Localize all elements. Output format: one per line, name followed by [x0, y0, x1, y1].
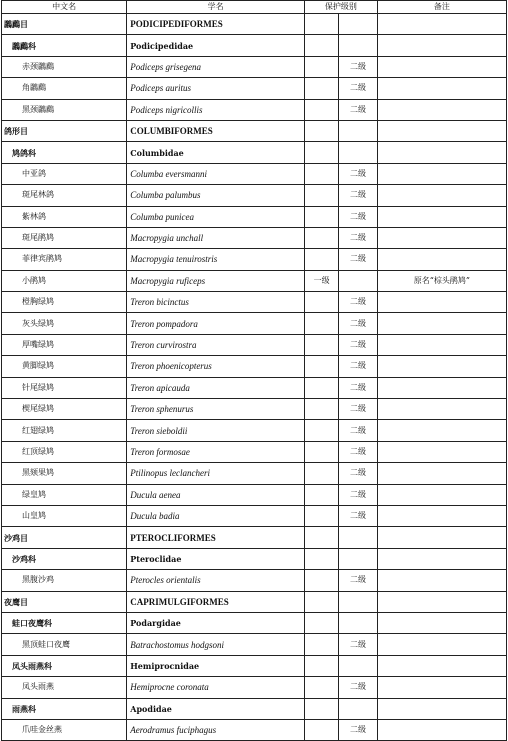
- remarks-cell: [377, 634, 506, 655]
- chinese-name-cell: 鸽形目: [2, 120, 127, 141]
- species-row: [2, 334, 507, 355]
- chinese-name-cell: 黑顶蛙口夜鹰: [2, 634, 127, 655]
- chinese-name-cell: 沙鸡科: [2, 548, 127, 569]
- remarks-cell: [377, 313, 506, 334]
- remarks-cell: [377, 227, 506, 248]
- level-second-cell: [339, 655, 377, 676]
- level-first-cell: [304, 677, 338, 698]
- chinese-name-cell: 绿皇鸠: [2, 484, 127, 505]
- level-first-cell: [304, 548, 338, 569]
- remarks-cell: [377, 484, 506, 505]
- chinese-name-cell: 凤头雨燕: [2, 677, 127, 698]
- scientific-name-cell: Hemiprocnidae: [127, 655, 305, 676]
- chinese-name-cell: 中亚鸽: [2, 163, 127, 184]
- level-first-cell: [304, 206, 338, 227]
- level-second-cell: 二级: [339, 227, 377, 248]
- remarks-cell: [377, 505, 506, 526]
- species-row: [2, 185, 507, 206]
- remarks-cell: [377, 35, 506, 56]
- level-first-cell: [304, 612, 338, 633]
- scientific-name-cell: Podargidae: [127, 612, 305, 633]
- level-first-cell: [304, 78, 338, 99]
- order-row: [2, 14, 507, 35]
- chinese-name-cell: 鸠鸽科: [2, 142, 127, 163]
- level-first-cell: [304, 377, 338, 398]
- scientific-name-cell: Columba punicea: [127, 206, 305, 227]
- header-scientific-name: 学名: [127, 1, 305, 14]
- remarks-cell: [377, 292, 506, 313]
- family-row: [2, 35, 507, 56]
- order-row: [2, 591, 507, 612]
- scientific-name-cell: Treron sphenurus: [127, 399, 305, 420]
- species-row: [2, 313, 507, 334]
- scientific-name-cell: PTEROCLIFORMES: [127, 527, 305, 548]
- level-second-cell: [339, 612, 377, 633]
- chinese-name-cell: 爪哇金丝燕: [2, 719, 127, 740]
- species-row: [2, 505, 507, 526]
- level-first-cell: [304, 356, 338, 377]
- scientific-name-cell: Podicipedidae: [127, 35, 305, 56]
- chinese-name-cell: 雨燕科: [2, 698, 127, 719]
- level-first-cell: [304, 591, 338, 612]
- level-first-cell: 一级: [304, 270, 338, 291]
- level-first-cell: [304, 441, 338, 462]
- level-first-cell: [304, 163, 338, 184]
- remarks-cell: [377, 719, 506, 740]
- level-second-cell: [339, 35, 377, 56]
- species-row: [2, 78, 507, 99]
- remarks-cell: [377, 356, 506, 377]
- level-second-cell: 二级: [339, 206, 377, 227]
- remarks-cell: [377, 420, 506, 441]
- level-second-cell: [339, 270, 377, 291]
- remarks-cell: 原名“棕头鹃鸠”: [377, 270, 506, 291]
- scientific-name-cell: Podiceps grisegena: [127, 56, 305, 77]
- chinese-name-cell: 红顶绿鸠: [2, 441, 127, 462]
- scientific-name-cell: Aerodramus fuciphagus: [127, 719, 305, 740]
- level-first-cell: [304, 35, 338, 56]
- level-second-cell: [339, 548, 377, 569]
- chinese-name-cell: 针尾绿鸠: [2, 377, 127, 398]
- level-first-cell: [304, 249, 338, 270]
- level-second-cell: 二级: [339, 399, 377, 420]
- remarks-cell: [377, 463, 506, 484]
- level-second-cell: 二级: [339, 185, 377, 206]
- remarks-cell: [377, 377, 506, 398]
- chinese-name-cell: 鸊鷉目: [2, 14, 127, 35]
- order-row: [2, 527, 507, 548]
- level-first-cell: [304, 463, 338, 484]
- level-second-cell: 二级: [339, 677, 377, 698]
- species-row: [2, 463, 507, 484]
- chinese-name-cell: 角鸊鷉: [2, 78, 127, 99]
- level-second-cell: 二级: [339, 78, 377, 99]
- remarks-cell: [377, 14, 506, 35]
- level-second-cell: 二级: [339, 441, 377, 462]
- header-remarks: 备注: [377, 1, 506, 14]
- species-row: [2, 570, 507, 591]
- level-first-cell: [304, 142, 338, 163]
- chinese-name-cell: 凤头雨燕科: [2, 655, 127, 676]
- level-first-cell: [304, 99, 338, 120]
- level-first-cell: [304, 14, 338, 35]
- scientific-name-cell: Batrachostomus hodgsoni: [127, 634, 305, 655]
- family-row: [2, 548, 507, 569]
- remarks-cell: [377, 163, 506, 184]
- level-first-cell: [304, 420, 338, 441]
- species-row: [2, 399, 507, 420]
- scientific-name-cell: Ducula badia: [127, 505, 305, 526]
- chinese-name-cell: 灰头绿鸠: [2, 313, 127, 334]
- level-second-cell: 二级: [339, 99, 377, 120]
- level-second-cell: 二级: [339, 356, 377, 377]
- scientific-name-cell: Treron pompadora: [127, 313, 305, 334]
- level-second-cell: 二级: [339, 570, 377, 591]
- species-row: [2, 420, 507, 441]
- scientific-name-cell: Podiceps nigricollis: [127, 99, 305, 120]
- level-first-cell: [304, 185, 338, 206]
- remarks-cell: [377, 334, 506, 355]
- remarks-cell: [377, 612, 506, 633]
- scientific-name-cell: CAPRIMULGIFORMES: [127, 591, 305, 612]
- scientific-name-cell: PODICIPEDIFORMES: [127, 14, 305, 35]
- level-second-cell: 二级: [339, 292, 377, 313]
- species-row: [2, 249, 507, 270]
- species-row: [2, 163, 507, 184]
- level-first-cell: [304, 655, 338, 676]
- chinese-name-cell: 蛙口夜鹰科: [2, 612, 127, 633]
- chinese-name-cell: 小鹃鸠: [2, 270, 127, 291]
- level-first-cell: [304, 227, 338, 248]
- species-row: [2, 270, 507, 291]
- chinese-name-cell: 斑尾林鸽: [2, 185, 127, 206]
- scientific-name-cell: Apodidae: [127, 698, 305, 719]
- level-second-cell: 二级: [339, 463, 377, 484]
- chinese-name-cell: 夜鹰目: [2, 591, 127, 612]
- remarks-cell: [377, 249, 506, 270]
- species-row: [2, 99, 507, 120]
- scientific-name-cell: Macropygia ruficeps: [127, 270, 305, 291]
- level-second-cell: [339, 142, 377, 163]
- species-protection-table: [1, 0, 507, 741]
- scientific-name-cell: COLUMBIFORMES: [127, 120, 305, 141]
- header-chinese-name: 中文名: [2, 1, 127, 14]
- chinese-name-cell: 楔尾绿鸠: [2, 399, 127, 420]
- species-row: [2, 56, 507, 77]
- species-row: [2, 484, 507, 505]
- remarks-cell: [377, 142, 506, 163]
- scientific-name-cell: Treron apicauda: [127, 377, 305, 398]
- level-second-cell: [339, 527, 377, 548]
- chinese-name-cell: 黄脚绿鸠: [2, 356, 127, 377]
- table-body: [2, 14, 507, 741]
- header-protection-level: 保护级别: [304, 1, 377, 14]
- scientific-name-cell: Macropygia unchall: [127, 227, 305, 248]
- remarks-cell: [377, 56, 506, 77]
- level-second-cell: 二级: [339, 505, 377, 526]
- remarks-cell: [377, 591, 506, 612]
- level-first-cell: [304, 120, 338, 141]
- level-second-cell: 二级: [339, 377, 377, 398]
- scientific-name-cell: Ducula aenea: [127, 484, 305, 505]
- species-row: [2, 377, 507, 398]
- level-second-cell: [339, 120, 377, 141]
- scientific-name-cell: Macropygia tenuirostris: [127, 249, 305, 270]
- chinese-name-cell: 红翅绿鸠: [2, 420, 127, 441]
- scientific-name-cell: Columba eversmanni: [127, 163, 305, 184]
- level-second-cell: 二级: [339, 420, 377, 441]
- chinese-name-cell: 黑颏果鸠: [2, 463, 127, 484]
- scientific-name-cell: Treron curvirostra: [127, 334, 305, 355]
- chinese-name-cell: 黑颈鸊鷉: [2, 99, 127, 120]
- chinese-name-cell: 橙胸绿鸠: [2, 292, 127, 313]
- chinese-name-cell: 赤颈鸊鷉: [2, 56, 127, 77]
- level-second-cell: 二级: [339, 719, 377, 740]
- family-row: [2, 142, 507, 163]
- family-row: [2, 612, 507, 633]
- remarks-cell: [377, 185, 506, 206]
- chinese-name-cell: 菲律宾鹃鸠: [2, 249, 127, 270]
- level-first-cell: [304, 505, 338, 526]
- species-row: [2, 227, 507, 248]
- level-first-cell: [304, 313, 338, 334]
- remarks-cell: [377, 548, 506, 569]
- scientific-name-cell: Treron bicinctus: [127, 292, 305, 313]
- remarks-cell: [377, 99, 506, 120]
- level-second-cell: [339, 591, 377, 612]
- chinese-name-cell: 斑尾鹃鸠: [2, 227, 127, 248]
- level-first-cell: [304, 570, 338, 591]
- remarks-cell: [377, 120, 506, 141]
- scientific-name-cell: Treron sieboldii: [127, 420, 305, 441]
- level-second-cell: 二级: [339, 484, 377, 505]
- level-second-cell: 二级: [339, 313, 377, 334]
- level-first-cell: [304, 334, 338, 355]
- chinese-name-cell: 黑腹沙鸡: [2, 570, 127, 591]
- species-row: [2, 719, 507, 740]
- scientific-name-cell: Pterocles orientalis: [127, 570, 305, 591]
- level-first-cell: [304, 719, 338, 740]
- level-first-cell: [304, 56, 338, 77]
- chinese-name-cell: 厚嘴绿鸠: [2, 334, 127, 355]
- remarks-cell: [377, 441, 506, 462]
- remarks-cell: [377, 78, 506, 99]
- chinese-name-cell: 紫林鸽: [2, 206, 127, 227]
- level-second-cell: 二级: [339, 249, 377, 270]
- scientific-name-cell: Podiceps auritus: [127, 78, 305, 99]
- order-row: [2, 120, 507, 141]
- family-row: [2, 655, 507, 676]
- remarks-cell: [377, 570, 506, 591]
- remarks-cell: [377, 399, 506, 420]
- species-row: [2, 356, 507, 377]
- species-row: [2, 634, 507, 655]
- chinese-name-cell: 山皇鸠: [2, 505, 127, 526]
- level-second-cell: 二级: [339, 56, 377, 77]
- level-second-cell: 二级: [339, 634, 377, 655]
- level-first-cell: [304, 527, 338, 548]
- table-header-row: [2, 1, 507, 14]
- remarks-cell: [377, 677, 506, 698]
- scientific-name-cell: Hemiprocne coronata: [127, 677, 305, 698]
- level-first-cell: [304, 292, 338, 313]
- level-first-cell: [304, 634, 338, 655]
- species-row: [2, 677, 507, 698]
- family-row: [2, 698, 507, 719]
- scientific-name-cell: Pteroclidae: [127, 548, 305, 569]
- species-row: [2, 206, 507, 227]
- chinese-name-cell: 鸊鷉科: [2, 35, 127, 56]
- level-second-cell: 二级: [339, 334, 377, 355]
- level-second-cell: 二级: [339, 163, 377, 184]
- scientific-name-cell: Columba palumbus: [127, 185, 305, 206]
- level-first-cell: [304, 484, 338, 505]
- species-row: [2, 292, 507, 313]
- scientific-name-cell: Treron formosae: [127, 441, 305, 462]
- scientific-name-cell: Treron phoenicopterus: [127, 356, 305, 377]
- level-first-cell: [304, 399, 338, 420]
- scientific-name-cell: Columbidae: [127, 142, 305, 163]
- species-row: [2, 441, 507, 462]
- remarks-cell: [377, 527, 506, 548]
- remarks-cell: [377, 655, 506, 676]
- chinese-name-cell: 沙鸡目: [2, 527, 127, 548]
- level-second-cell: [339, 14, 377, 35]
- level-second-cell: [339, 698, 377, 719]
- remarks-cell: [377, 698, 506, 719]
- scientific-name-cell: Ptilinopus leclancheri: [127, 463, 305, 484]
- level-first-cell: [304, 698, 338, 719]
- remarks-cell: [377, 206, 506, 227]
